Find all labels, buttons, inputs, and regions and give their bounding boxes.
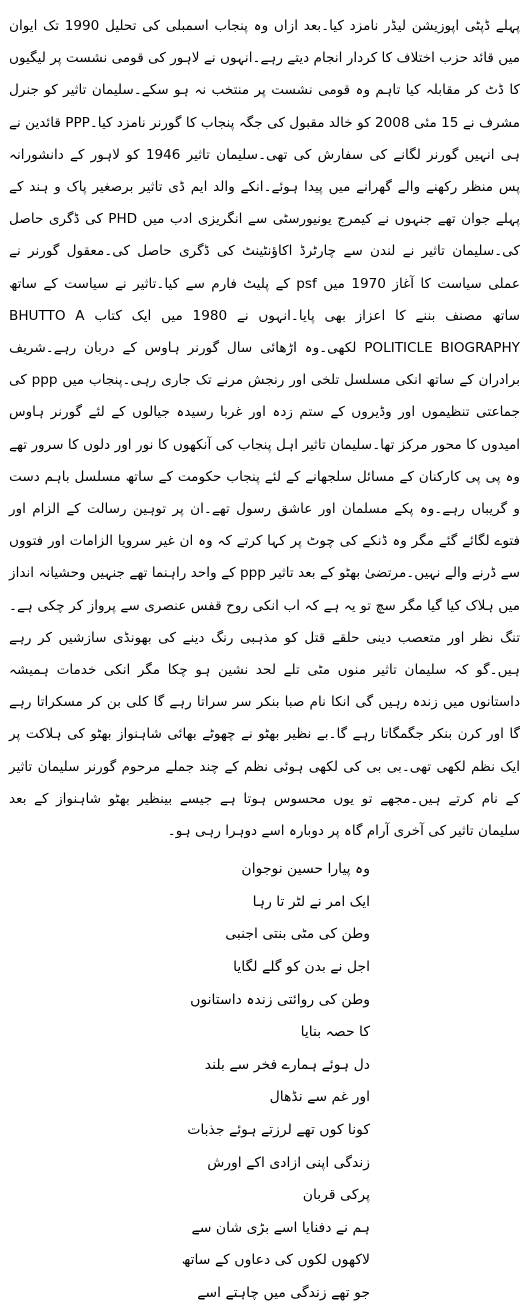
- poem-line: پرکی قربان: [302, 1187, 370, 1204]
- poem: [9, 853, 520, 1309]
- poem-line: ہم نے دفنایا اسے بڑی شان سے: [191, 1219, 370, 1236]
- poem-line: کا حصہ بنایا: [300, 1024, 370, 1041]
- article-paragraph: پہلے ڈپٹی اپوزیشن لیڈر نامزد کیا۔بعد ازاں وہ پنجاب اسمبلی کی تحلیل 1990 تک ایوان میں قائد حزب اختلاف کا کردار انجام دیتے رہے۔انہوں نے لاہور کی قومی نشست پر لیگیوں کا ڈٹ کر مقابلہ کیا تاہم وہ قومی نشست پر منتخب نہ ہو سکے۔سلیمان تاثیر کو جنرل مشرف نے 15 مئی 2008 کو خالد مقبول کی جگہ پنجاب کا گورنر نامزد کیا۔PPP قائدین نے ہی انہیں گورنر لگانے کی سفارش کی تھی۔سلیمان تاثیر 1946 کو لاہور کے دانشورانہ پس منظر رکھنے والے گھرانے میں پیدا ہوئے۔انکے والد ایم ڈی تاثیر برصغیر پاک و ہند کے پہلے جوان تھے جنہوں نے کیمرج یونیورسٹی سے انگریزی ادب میں PHD کی ڈگری حاصل کی۔سلیمان تاثیر نے لندن سے چارٹرڈ اکاؤنٹینٹ کی ڈگری حاصل کی۔معقول گورنر نے عملی سیاست کا آغاز 1970 میں psf کے پلیٹ فارم سے کیا۔تاثیر نے سیاست کے ساتھ ساتھ مصنف بننے کا اعزاز بھی پایا۔انہوں نے 1980 میں ایک کتاب BHUTTO A POLITICLE BIOGRAPHY لکھی۔وہ اڑھائی سال گورنر ہاوس کے دربان رہے۔شریف برادران کے ساتھ انکی مسلسل تلخی اور رنجش مرنے تک جاری رہی۔پنجاب میں ppp کی جماعتی تنظیموں اور وڈیروں کے ستم زدہ اور غربا رسیدہ جیالوں کے لئے گورنر ہاوس امیدوں کا محور مرکز تھا۔سلیمان تاثیر اہل پنجاب کی آنکھوں کا نور اور دلوں کا سرور تھے وہ پی پی کارکنان کے مسائل سلجھانے کے لئے پنجاب حکومت کے ساتھ مسلسل باہم دست و گریباں رہے۔وہ پکے مسلمان اور عاشق رسول تھے۔ان پر توہین رسالت کے الزام اور فتوے لگائے گئے مگر وہ ڈنکے کی چوٹ پر کہا کرتے کہ وہ ان غیر سرویا الزامات اور فتووں سے ڈرنے والے نہیں۔مرتضیٰ بھٹو کے بعد تاثیر ppp کے واحد راہنما تھے جنہیں وحشیانہ انداز میں ہلاک کیا گیا مگر سچ تو یہ ہے کہ اب انکی روح قفس عنصری سے پرواز کر چکی ہے۔تنگ نظر اور متعصب دینی حلقے قتل کو مذہبی رنگ دینے کی بھونڈی سازشیں کر رہے ہیں۔گو کہ سلیمان تاثیر منوں مٹی تلے لحد نشین ہو چکا مگر انکی خدمات ہمیشہ داستانوں میں زندہ رہیں گی انکا نام صبا بنکر سر سراتا رہے گا کلی بن کر مسکراتا رہے گا اور کرن بنکر جگمگاتا رہے گا۔بے نظیر بھٹو نے چھوٹے بھائی شاہنواز بھٹو کی ہلاکت پر ایک نظم لکھی تھی۔بی بی کی لکھی ہوئی نظم کے چند جملے مرحوم گورنر سلیمان تاثیر کے نام کرتے ہیں۔مجھے تو یوں محسوس ہوتا ہے جیسے بینظیر بھٹو شاہنواز کے بعد سلیمان تاثیر کی آخری آرام گاہ پر دوبارہ اسے دوہرا رہی ہو۔: [9, 18, 520, 840]
- poem-line: زندگی اپنی ازادی اکے اورش: [207, 1154, 370, 1171]
- poem-line: دل ہوئے ہمارے فخر سے بلند: [204, 1056, 370, 1073]
- poem-line: وطن کی مٹی بنتی اجنبی: [225, 926, 370, 943]
- poem-line: اور غم سے نڈھال: [269, 1089, 370, 1106]
- poem-line: اجل نے بدن کو گلے لگایا: [233, 959, 370, 976]
- poem-line: ایک امر نے لٹر تا رہا: [252, 893, 370, 910]
- poem-line: وطن کی روائتی زندہ داستانوں: [190, 991, 370, 1008]
- poem-line: کونا کوں تھے لرزتے ہوئے جذبات: [187, 1122, 370, 1139]
- poem-line: لاکھوں لکوں کی دعاوں کے ساتھ: [181, 1252, 370, 1269]
- poem-line: وہ پیارا حسین نوجوان: [241, 861, 370, 878]
- poem-line: جو تھے زندگی میں چاہتے اسے: [197, 1285, 370, 1301]
